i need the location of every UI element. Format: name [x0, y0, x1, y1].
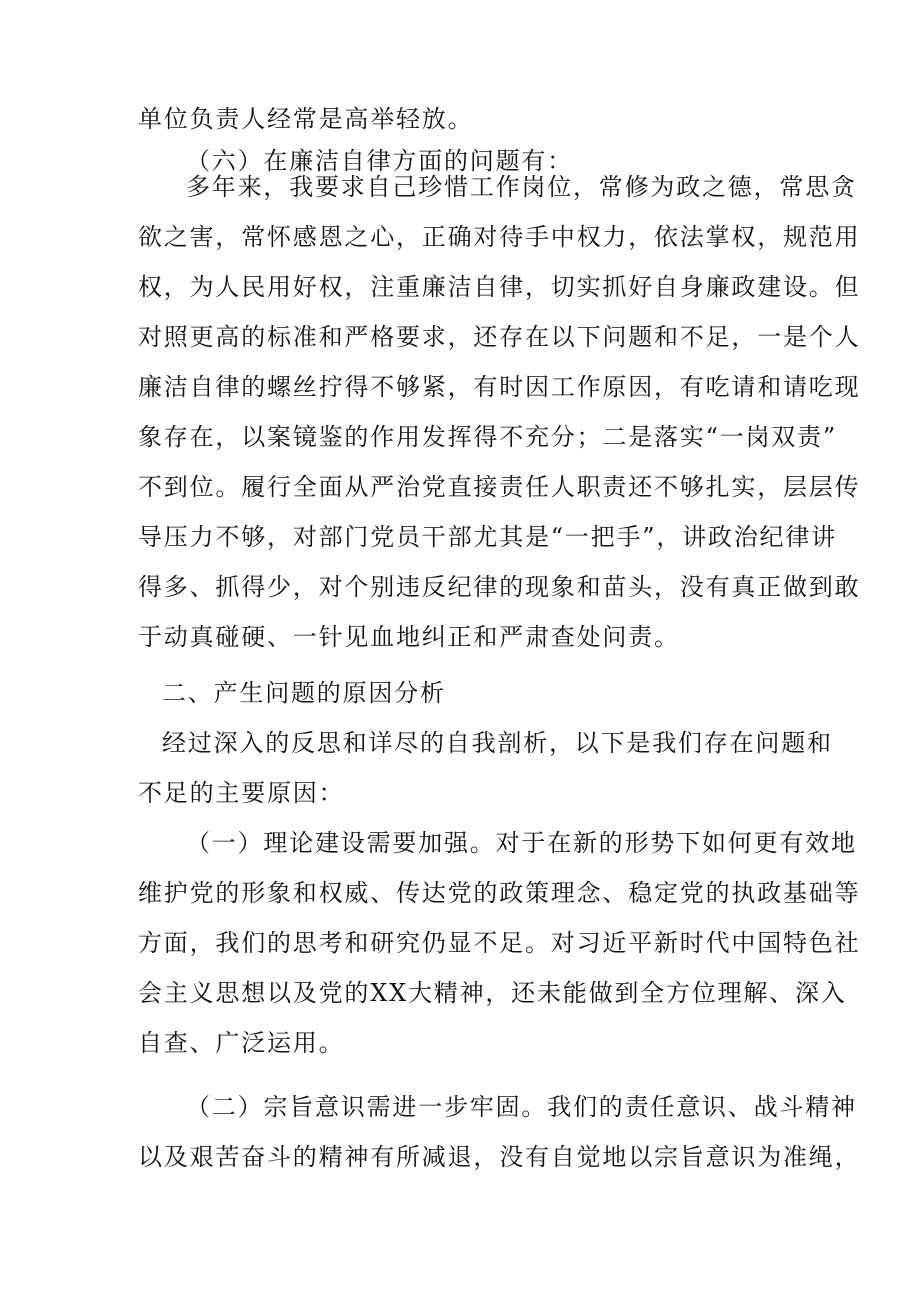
text-line: 对照更高的标准和严格要求，还存在以下问题和不足，一是个人 — [138, 323, 861, 351]
text-line: 欲之害，常怀感恩之心，正确对待手中权力，依法掌权，规范用 — [138, 223, 861, 251]
text-line: 廉洁自律的螺丝拧得不够紧，有时因工作原因，有吃请和请吃现 — [138, 373, 861, 401]
text-line: 象存在，以案镜鉴的作用发挥得不充分；二是落实“一岗双责” — [138, 423, 837, 451]
text-line: 于动真碰硬、一针见血地纠正和严肃查处问责。 — [138, 623, 680, 651]
heading-text: （六）在廉洁自律方面的问题有： — [186, 147, 573, 175]
text-line: 得多、抓得少，对个别违反纪律的现象和苗头，没有真正做到敢 — [138, 573, 861, 601]
text-line: 自查、广泛运用。 — [138, 1029, 345, 1057]
text-line: 不到位。履行全面从严治党直接责任人职责还不够扎实，层层传 — [138, 473, 861, 501]
text-line: 单位负责人经常是高举轻放。 — [138, 105, 474, 133]
paragraph-cause-two — [138, 1082, 861, 1182]
heading-text: 二、产生问题的原因分析 — [162, 679, 446, 707]
text-line: 不足的主要原因： — [138, 779, 345, 807]
section-heading-two — [138, 668, 784, 718]
text-line: （二）宗旨意识需进一步牢固。我们的责任意识、战斗精神 — [186, 1093, 857, 1121]
text-line: 维护党的形象和权威、传达党的政策理念、稳定党的执政基础等 — [138, 879, 861, 907]
text-line: 权，为人民用好权，注重廉洁自律，切实抓好自身廉政建设。但 — [138, 273, 861, 301]
text-line: 会主义思想以及党的XX大精神，还未能做到全方位理解、深入 — [138, 979, 847, 1007]
paragraph-integrity — [138, 162, 861, 662]
text-line: 经过深入的反思和详尽的自我剖析，以下是我们存在问题和 — [162, 729, 833, 757]
text-line: 方面，我们的思考和研究仍显不足。对习近平新时代中国特色社 — [138, 929, 861, 957]
text-line: 导压力不够，对部门党员干部尤其是“一把手”，讲政治纪律讲 — [138, 523, 837, 551]
text-line: 以及艰苦奋斗的精神有所减退，没有自觉地以宗旨意识为准绳， — [138, 1143, 861, 1171]
paragraph-cause-intro — [138, 718, 833, 818]
paragraph-cause-one — [138, 818, 861, 1068]
text-line: （一）理论建设需要加强。对于在新的形势下如何更有效地 — [186, 829, 857, 857]
text-line: 多年来，我要求自己珍惜工作岗位，常修为政之德，常思贪 — [186, 173, 857, 201]
